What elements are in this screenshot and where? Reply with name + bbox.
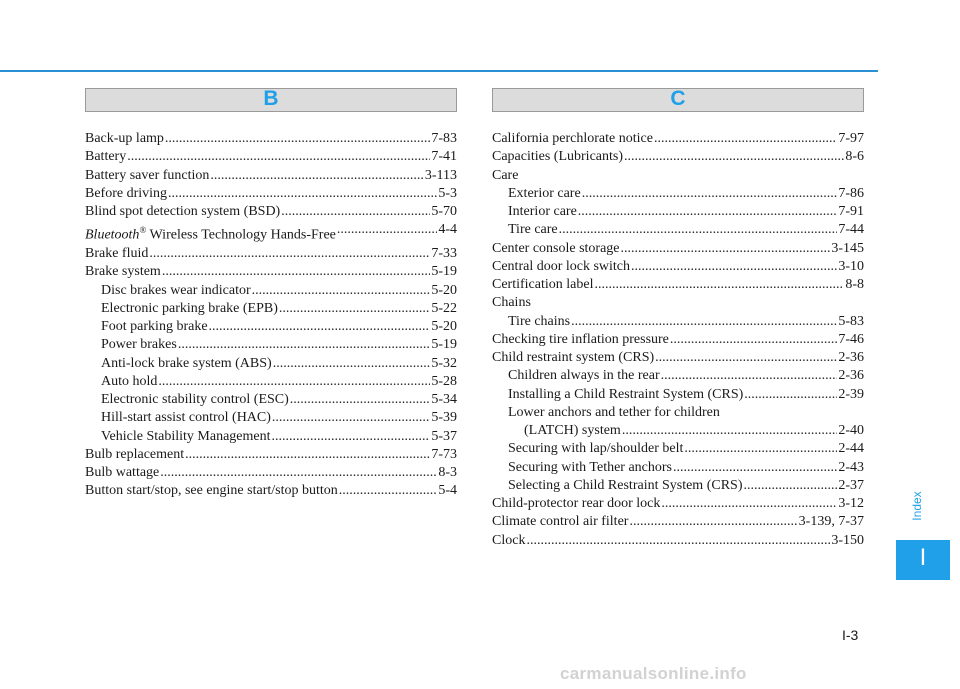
top-rule [0, 70, 878, 72]
index-subentry[interactable]: Securing with Tether anchors ..... 2-43 [492, 459, 864, 477]
index-subentry[interactable]: Tire chains ..... 5-83 [492, 313, 864, 331]
index-subentry[interactable]: Exterior care ..... 7-86 [492, 185, 864, 203]
section-b [85, 88, 457, 501]
index-subentry[interactable]: Selecting a Child Restraint System (CRS) ..... 2-37 [492, 477, 864, 495]
index-subentry[interactable]: Power brakes ..... 5-19 [85, 336, 457, 354]
index-subentry[interactable]: Disc brakes wear indicator ..... 5-20 [85, 282, 457, 300]
index-entry[interactable]: Clock ..... 3-150 [492, 532, 864, 550]
index-entry[interactable]: Child-protector rear door lock ..... 3-12 [492, 495, 864, 513]
index-subentry[interactable]: Children always in the rear ..... 2-36 [492, 367, 864, 385]
section-letter: C [670, 87, 686, 110]
watermark: carmanualsonline.info [560, 664, 747, 683]
section-b-header [85, 88, 457, 112]
index-entry[interactable]: Button start/stop, see engine start/stop button ..... 5-4 [85, 482, 457, 500]
section-c-header [492, 88, 864, 112]
index-subentry[interactable]: Foot parking brake ..... 5-20 [85, 318, 457, 336]
section-c [492, 88, 864, 550]
index-entry[interactable]: Certification label ..... 8-8 [492, 276, 864, 294]
side-tab-letter: I [919, 544, 927, 571]
index-entry[interactable]: Before driving ..... 5-3 [85, 185, 457, 203]
section-letter: B [263, 87, 279, 110]
index-entry[interactable]: Child restraint system (CRS) ..... 2-36 [492, 349, 864, 367]
index-subentry[interactable]: Interior care ..... 7-91 [492, 203, 864, 221]
index-subentry[interactable]: Electronic stability control (ESC) ..... 5-34 [85, 391, 457, 409]
index-heading: Chains [492, 295, 531, 311]
index-subentry[interactable]: Auto hold ..... 5-28 [85, 373, 457, 391]
index-subentry[interactable]: Anti-lock brake system (ABS) ..... 5-32 [85, 355, 457, 373]
index-subentry[interactable]: Electronic parking brake (EPB) ..... 5-22 [85, 300, 457, 318]
index-entry[interactable]: Capacities (Lubricants) ..... 8-6 [492, 148, 864, 166]
index-subentry[interactable]: (LATCH) system ..... 2-40 [492, 422, 864, 440]
index-entry[interactable]: Back-up lamp ..... 7-83 [85, 130, 457, 148]
index-entry[interactable]: Bulb wattage ..... 8-3 [85, 464, 457, 482]
page-number: I-3 [842, 627, 859, 643]
index-subentry[interactable]: Installing a Child Restraint System (CRS) ..... 2-39 [492, 386, 864, 404]
index-entry[interactable]: Blind spot detection system (BSD) ..... 5-70 [85, 203, 457, 221]
index-entry[interactable]: California perchlorate notice ..... 7-97 [492, 130, 864, 148]
index-entry[interactable]: Brake fluid ..... 7-33 [85, 245, 457, 263]
index-entry[interactable]: Battery ..... 7-41 [85, 148, 457, 166]
index-entry[interactable]: Center console storage ..... 3-145 [492, 240, 864, 258]
index-entry[interactable]: Bulb replacement ..... 7-73 [85, 446, 457, 464]
index-entry[interactable]: Brake system ..... 5-19 [85, 263, 457, 281]
index-subentry[interactable]: Hill-start assist control (HAC) ..... 5-39 [85, 409, 457, 427]
index-subheading: Lower anchors and tether for children [508, 404, 720, 420]
index-heading: Care [492, 167, 519, 183]
index-entry[interactable]: Bluetooth® Wireless Technology Hands-Free ..... 4-4 [85, 221, 457, 245]
index-entry[interactable]: Climate control air filter ..... 3-139, 7-37 [492, 513, 864, 531]
side-tab-label: Index [910, 491, 924, 521]
side-tab[interactable] [896, 540, 950, 580]
index-entry[interactable]: Central door lock switch ..... 3-10 [492, 258, 864, 276]
index-subentry[interactable]: Vehicle Stability Management ..... 5-37 [85, 428, 457, 446]
index-entry[interactable]: Checking tire inflation pressure ..... 7-46 [492, 331, 864, 349]
index-subentry[interactable]: Securing with lap/shoulder belt ..... 2-44 [492, 440, 864, 458]
index-subentry[interactable]: Tire care ..... 7-44 [492, 221, 864, 239]
index-entry[interactable]: Battery saver function ..... 3-113 [85, 167, 457, 185]
